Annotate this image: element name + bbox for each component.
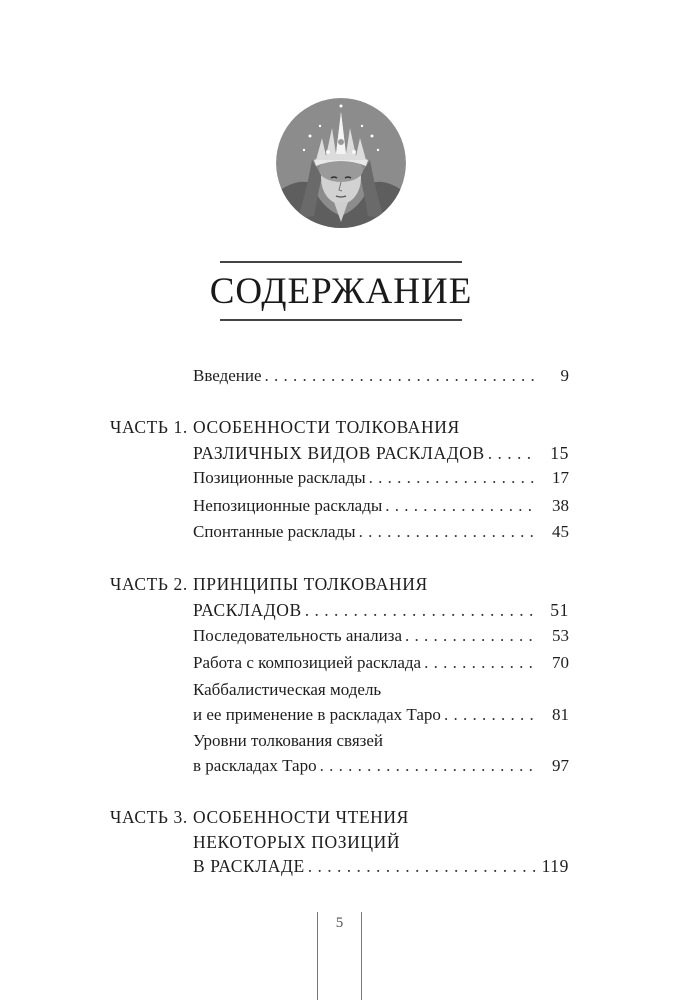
toc-entry-text-line-2: и ее применение в раскладах Таро bbox=[193, 705, 441, 724]
toc-entry-text: Введение bbox=[193, 366, 262, 385]
part-2-label: ЧАСТЬ 2. bbox=[110, 574, 188, 594]
crowned-woman-portrait-icon bbox=[276, 98, 406, 228]
toc-entry-intro[interactable] bbox=[193, 364, 569, 388]
leader-dots bbox=[444, 703, 537, 727]
toc-entry-text-line-2: в раскладах Таро bbox=[193, 756, 317, 775]
toc-page-number: 9 bbox=[560, 366, 569, 385]
toc-page-number: 53 bbox=[552, 626, 569, 645]
toc-entry-part-1[interactable] bbox=[193, 441, 569, 465]
toc-entry-chapter[interactable] bbox=[193, 494, 569, 518]
title-rule-bottom bbox=[220, 319, 462, 321]
toc-page-number: 15 bbox=[550, 443, 569, 463]
toc-page-number: 119 bbox=[541, 856, 569, 876]
toc-entry-chapter[interactable] bbox=[193, 651, 569, 675]
leader-dots bbox=[305, 598, 537, 622]
part-3-label: ЧАСТЬ 3. bbox=[110, 807, 188, 827]
leader-dots bbox=[424, 651, 537, 675]
part-2-title-line-1: ПРИНЦИПЫ ТОЛКОВАНИЯ bbox=[193, 574, 428, 594]
leader-dots bbox=[488, 441, 537, 465]
toc-entry-text: Спонтанные расклады bbox=[193, 522, 356, 541]
leader-dots bbox=[369, 466, 537, 490]
leader-dots bbox=[385, 494, 537, 518]
toc-entry-text: Работа с композицией расклада bbox=[193, 653, 422, 672]
toc-entry-part-2[interactable] bbox=[193, 598, 569, 622]
part-3-title-line-3: В РАСКЛАДЕ bbox=[193, 856, 305, 876]
title-rule-top bbox=[220, 261, 462, 263]
toc-page-number: 51 bbox=[550, 600, 569, 620]
toc-page-number: 97 bbox=[552, 756, 569, 775]
part-2-title-line-2: РАСКЛАДОВ bbox=[193, 600, 302, 620]
toc-entry-text-line-1: Каббалистическая модель bbox=[193, 680, 382, 699]
toc-entry-chapter[interactable] bbox=[193, 520, 569, 544]
part-1-title-line-2: РАЗЛИЧНЫХ ВИДОВ РАСКЛАДОВ bbox=[193, 443, 485, 463]
toc-page-number: 70 bbox=[552, 653, 569, 672]
leader-dots bbox=[265, 364, 537, 388]
toc-entry-text-line-1: Уровни толкования связей bbox=[193, 731, 384, 750]
leader-dots bbox=[308, 854, 537, 878]
folio-rule-right bbox=[361, 912, 362, 1000]
part-1-label: ЧАСТЬ 1. bbox=[110, 417, 188, 437]
part-3-title-line-1: ОСОБЕННОСТИ ЧТЕНИЯ bbox=[193, 807, 409, 827]
toc-entry-chapter[interactable] bbox=[193, 754, 569, 778]
toc-entry-chapter[interactable] bbox=[193, 466, 569, 490]
page-title: СОДЕРЖАНИЕ bbox=[209, 271, 473, 312]
toc-entry-chapter[interactable] bbox=[193, 703, 569, 727]
part-3-title-line-2: НЕКОТОРЫХ ПОЗИЦИЙ bbox=[193, 832, 401, 852]
leader-dots bbox=[359, 520, 537, 544]
part-1-title-line-1: ОСОБЕННОСТИ ТОЛКОВАНИЯ bbox=[193, 417, 460, 437]
toc-page-number: 45 bbox=[552, 522, 569, 541]
toc-entry-text: Непозиционные расклады bbox=[193, 496, 383, 515]
toc-page-number: 81 bbox=[552, 705, 569, 724]
page-number: 5 bbox=[335, 915, 344, 931]
leader-dots bbox=[405, 624, 537, 648]
toc-page-number: 17 bbox=[552, 468, 569, 487]
toc-entry-text: Позиционные расклады bbox=[193, 468, 366, 487]
toc-page-number: 38 bbox=[552, 496, 569, 515]
leader-dots bbox=[320, 754, 537, 778]
toc-entry-chapter[interactable] bbox=[193, 624, 569, 648]
toc-entry-text: Последовательность анализа bbox=[193, 626, 402, 645]
toc-entry-part-3[interactable] bbox=[193, 854, 569, 878]
